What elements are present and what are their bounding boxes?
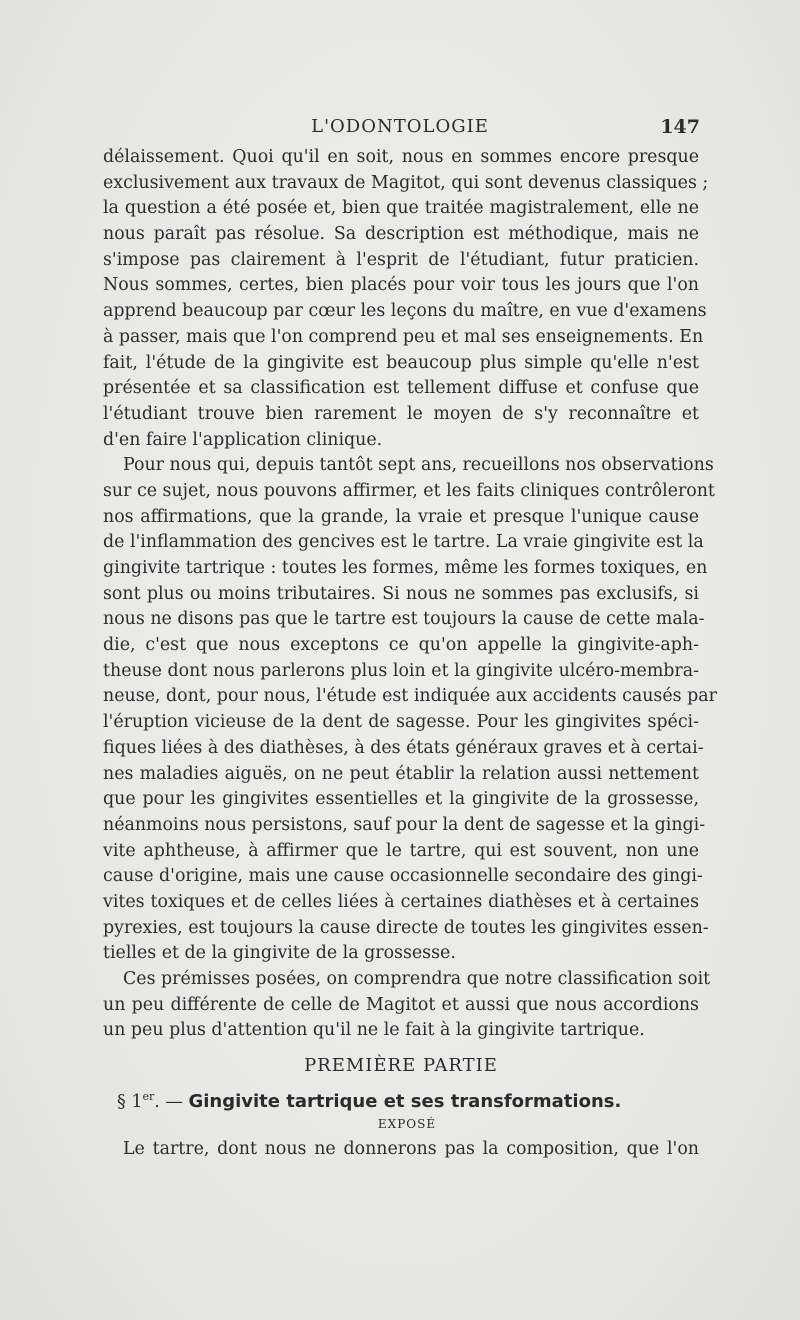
- text-line: néanmoins nous persistons, sauf pour la dent de sagesse et la gingi-: [103, 814, 706, 835]
- section-number: 1: [131, 1091, 143, 1112]
- text-line: fait, l'étude de la gingivite est beaucoup plus simple qu'elle n'est: [103, 352, 699, 373]
- text-line: die, c'est que nous exceptons ce qu'on appelle la gingivite-aph-: [103, 635, 699, 656]
- section-title: Gingivite tartrique et ses transformations.: [188, 1090, 622, 1112]
- page-number: 147: [660, 116, 700, 138]
- text-line: gingivite tartrique : toutes les formes, même les formes toxiques, en: [103, 558, 708, 578]
- text-line: la question a été posée et, bien que traitée magistralement, elle ne: [103, 198, 699, 219]
- text-line: nes maladies aiguës, on ne peut établir la relation aussi nettement: [103, 763, 699, 784]
- paragraph-3: [103, 967, 711, 1044]
- section-number-superscript: er: [142, 1090, 155, 1104]
- text-line: pyrexies, est toujours la cause directe de toutes les gingivites essen-: [103, 917, 709, 938]
- body-text: [103, 145, 717, 1163]
- text-line: un peu différente de celle de Magitot et aussi que nous accordions: [103, 994, 699, 1015]
- paragraph-2: [103, 453, 717, 967]
- text-line: nous paraît pas résolue. Sa description est méthodique, mais ne: [103, 224, 699, 245]
- text-line: apprend beaucoup par cœur les leçons du maître, en vue d'examens: [103, 301, 707, 322]
- text-line: sur ce sujet, nous pouvons affirmer, et les faits cliniques contrôleront: [103, 480, 715, 501]
- running-head: [100, 116, 700, 142]
- text-line: s'impose pas clairement à l'esprit de l'étudiant, futur praticien.: [103, 249, 699, 270]
- text-line: vites toxiques et de celles liées à certaines diathèses et à certaines: [103, 891, 699, 912]
- paragraph-1: [103, 145, 709, 453]
- text-line: fiques liées à des diathèses, à des états généraux graves et à certai-: [103, 737, 704, 758]
- sub-heading: EXPOSÉ: [377, 1117, 437, 1132]
- text-line: un peu plus d'attention qu'il ne le fait à la gingivite tartrique.: [103, 1020, 645, 1041]
- text-line: cause d'origine, mais une cause occasionnelle secondaire des gingi-: [103, 866, 703, 887]
- text-line: de l'inflammation des gencives est le tartre. La vraie gingivite est la: [103, 532, 704, 553]
- part-heading: PREMIÈRE PARTIE: [304, 1055, 498, 1077]
- text-line: d'en faire l'application clinique.: [103, 429, 383, 450]
- text-line: tielles et de la gingivite de la grossesse.: [103, 943, 456, 964]
- text-line: vite aphtheuse, à affirmer que le tartre, qui est souvent, non une: [103, 840, 699, 861]
- text-line: présentée et sa classification est tellement diffuse et confuse que: [103, 378, 699, 399]
- text-line: délaissement. Quoi qu'il en soit, nous en sommes encore presque: [103, 147, 699, 167]
- text-line: Ces prémisses posées, on comprendra que notre classification soit: [123, 969, 711, 989]
- section-heading: [103, 1081, 699, 1113]
- text-line: nos affirmations, que la grande, la vraie et presque l'unique cause: [103, 506, 699, 527]
- text-line: Pour nous qui, depuis tantôt sept ans, recueillons nos observations: [123, 455, 714, 476]
- text-line: Nous sommes, certes, bien placés pour voir tous les jours que l'on: [103, 275, 699, 296]
- text-line: neuse, dont, pour nous, l'étude est indiquée aux accidents causés par: [103, 686, 717, 707]
- text-line: nous ne disons pas que le tartre est toujours la cause de cette mala-: [103, 609, 705, 630]
- text-line: exclusivement aux travaux de Magitot, qui sont devenus classiques ;: [103, 172, 709, 193]
- text-line: Le tartre, dont nous ne donnerons pas la composition, que l'on: [123, 1139, 699, 1160]
- text-line: l'éruption vicieuse de la dent de sagesse. Pour les gingivites spéci-: [103, 712, 699, 733]
- text-line: que pour les gingivites essentielles et la gingivite de la grossesse,: [103, 789, 699, 810]
- section-symbol: §: [117, 1091, 126, 1112]
- section-separator: . —: [154, 1091, 183, 1112]
- running-title: L'ODONTOLOGIE: [311, 116, 489, 137]
- text-line: theuse dont nous parlerons plus loin et la gingivite ulcéro-membra-: [103, 660, 699, 681]
- text-line: l'étudiant trouve bien rarement le moyen de s'y reconnaître et: [103, 403, 699, 424]
- text-line: à passer, mais que l'on comprend peu et mal ses enseignements. En: [103, 326, 704, 347]
- text-line: sont plus ou moins tributaires. Si nous ne sommes pas exclusifs, si: [103, 583, 699, 604]
